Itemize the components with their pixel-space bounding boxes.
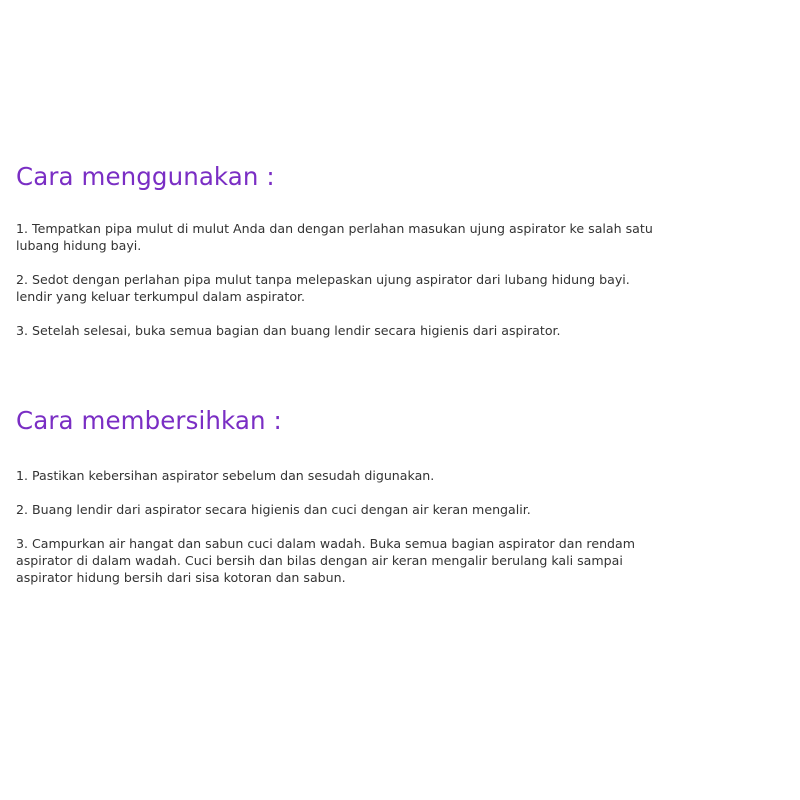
usage-step-1: 1. Tempatkan pipa mulut di mulut Anda dan dengan perlahan masukan ujung aspirator ke salah satu lubang hidung bayi. [16,221,653,253]
cleaning-section [16,404,798,586]
usage-step-2: 2. Sedot dengan perlahan pipa mulut tanpa melepaskan ujung aspirator dari lubang hidung bayi. lendir yang keluar terkumpul dalam aspirator. [16,272,630,304]
cleaning-step-1: 1. Pastikan kebersihan aspirator sebelum dan sesudah digunakan. [16,468,435,483]
cleaning-step-2: 2. Buang lendir dari aspirator secara higienis dan cuci dengan air keran mengalir. [16,502,531,517]
usage-section [16,160,798,339]
usage-step-3: 3. Setelah selesai, buka semua bagian dan buang lendir secara higienis dari aspirator. [16,323,561,338]
cleaning-heading: Cara membersihkan : [16,406,282,435]
usage-heading: Cara menggunakan : [16,162,275,191]
cleaning-steps-list [16,467,798,586]
usage-steps-list [16,220,798,339]
cleaning-step-3: 3. Campurkan air hangat dan sabun cuci dalam wadah. Buka semua bagian aspirator dan rendam aspirator di dalam wadah. Cuci bersih dan bilas dengan air keran mengalir berulang kali sampai aspirator hidung bersih dari sisa kotoran dan sabun. [16,536,636,585]
